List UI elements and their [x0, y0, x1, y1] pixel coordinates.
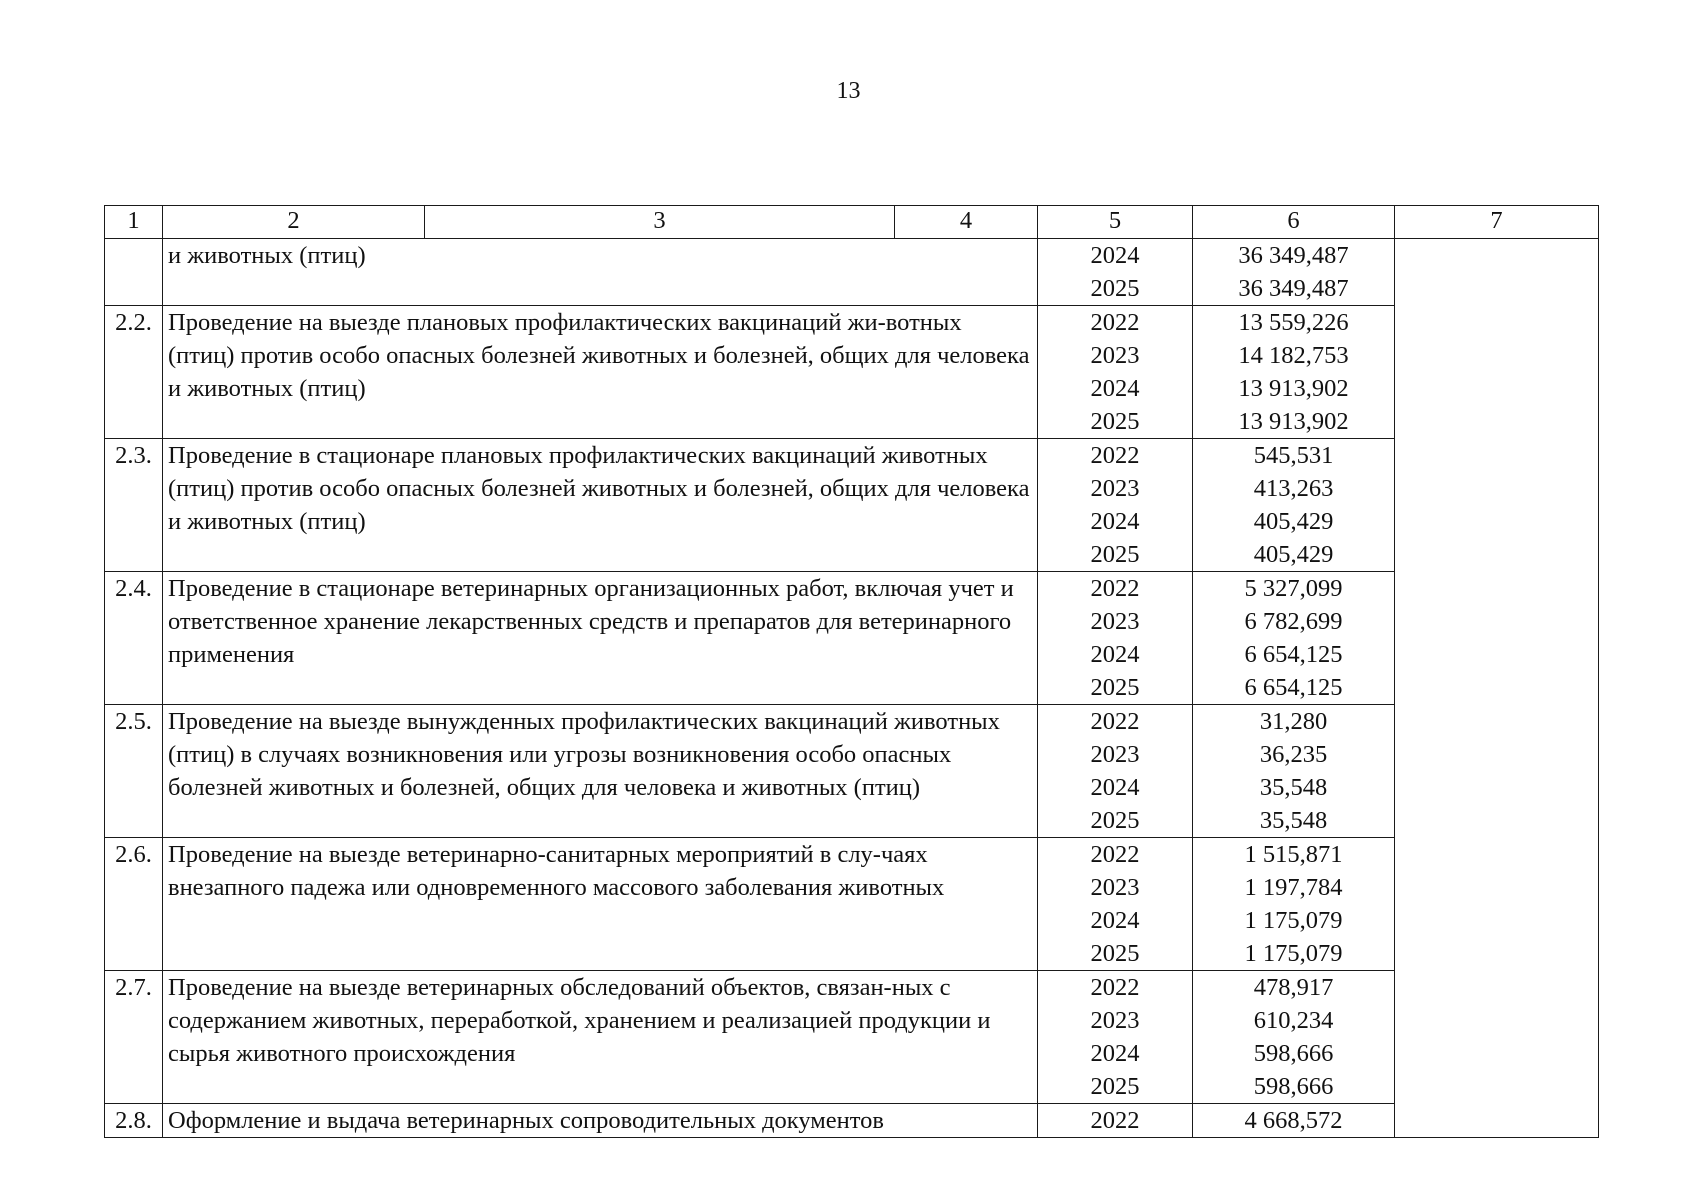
year-value: 2024 [1090, 242, 1140, 269]
row-description: Проведение в стационаре плановых профилактических вакцинаций животных (птиц) против особо опасных болезней животных и болезней, общих для человека и животных (птиц) [163, 439, 1038, 572]
header-cell: 3 [425, 206, 895, 239]
amount-value: 6 654,125 [1244, 641, 1343, 668]
row-description: Проведение на выезде плановых профилактических вакцинаций жи-вотных (птиц) против особо опасных болезней животных и болезней, общих для человека и животных (птиц) [163, 306, 1038, 439]
header-cell: 4 [895, 206, 1038, 239]
row-number: 2.2. [105, 306, 163, 439]
table-row [105, 1104, 1599, 1138]
year-value: 2024 [1090, 907, 1140, 934]
year-value: 2025 [1090, 275, 1140, 302]
amount-value: 5 327,099 [1244, 575, 1343, 602]
row-number: 2.8. [105, 1104, 163, 1138]
row-description: Проведение на выезде ветеринарных обследований объектов, связан-ных с содержанием животных, переработкой, хранением и реализацией продукции и сырья животного происхождения [163, 971, 1038, 1104]
year-value: 2022 [1090, 974, 1140, 1001]
table-row [105, 572, 1599, 705]
row-years [1038, 306, 1193, 439]
year-value: 2025 [1090, 408, 1140, 435]
header-cell: 2 [163, 206, 425, 239]
amount-value: 36,235 [1259, 741, 1328, 768]
table-row [105, 306, 1599, 439]
amount-value: 36 349,487 [1238, 242, 1349, 269]
row-years [1038, 1104, 1193, 1138]
page-number: 13 [836, 78, 861, 104]
row-description: Проведение на выезде вынужденных профилактических вакцинаций животных (птиц) в случаях возникновения или угрозы возникновения особо опасных болезней животных и болезней, общих для человека и животных (птиц) [163, 705, 1038, 838]
row-description: и животных (птиц) [163, 239, 1038, 306]
year-value: 2023 [1090, 475, 1140, 502]
row-amounts [1193, 239, 1395, 306]
year-value: 2023 [1090, 874, 1140, 901]
year-value: 2023 [1090, 1007, 1140, 1034]
year-value: 2025 [1090, 807, 1140, 834]
row-description: Проведение на выезде ветеринарно-санитарных мероприятий в слу-чаях внезапного падежа или одновременного массового заболевания животных [163, 838, 1038, 971]
row-number: 2.3. [105, 439, 163, 572]
row-amounts [1193, 572, 1395, 705]
year-value: 2022 [1090, 841, 1140, 868]
year-value: 2022 [1090, 1107, 1140, 1134]
amount-value: 35,548 [1259, 807, 1328, 834]
header-cell: 5 [1038, 206, 1193, 239]
row-number: 2.5. [105, 705, 163, 838]
header-cell: 7 [1395, 206, 1599, 239]
header-cell: 1 [105, 206, 163, 239]
row-description: Проведение в стационаре ветеринарных организационных работ, включая учет и ответственное хранение лекарственных средств и препаратов для ветеринарного применения [163, 572, 1038, 705]
document-table [104, 205, 1599, 1138]
row-amounts [1193, 971, 1395, 1104]
row-years [1038, 838, 1193, 971]
amount-value: 13 913,902 [1238, 408, 1349, 435]
row-description: Оформление и выдача ветеринарных сопроводительных документов [163, 1104, 1038, 1138]
row-years [1038, 439, 1193, 572]
row-amounts [1193, 306, 1395, 439]
amount-value: 4 668,572 [1244, 1107, 1343, 1134]
amount-value: 413,263 [1253, 475, 1334, 502]
row-number [105, 239, 163, 306]
amount-value: 1 515,871 [1244, 841, 1343, 868]
amount-value: 405,429 [1253, 541, 1334, 568]
year-value: 2022 [1090, 309, 1140, 336]
column-7-cell [1395, 239, 1599, 1138]
amount-value: 598,666 [1253, 1040, 1334, 1067]
row-amounts [1193, 838, 1395, 971]
year-value: 2023 [1090, 342, 1140, 369]
year-value: 2022 [1090, 575, 1140, 602]
year-value: 2024 [1090, 774, 1140, 801]
amount-value: 36 349,487 [1238, 275, 1349, 302]
amount-value: 6 654,125 [1244, 674, 1343, 701]
amount-value: 6 782,699 [1244, 608, 1343, 635]
table-row [105, 838, 1599, 971]
row-years [1038, 572, 1193, 705]
amount-value: 13 559,226 [1238, 309, 1349, 336]
year-value: 2022 [1090, 442, 1140, 469]
amount-value: 14 182,753 [1238, 342, 1349, 369]
amount-value: 1 197,784 [1244, 874, 1343, 901]
row-years [1038, 239, 1193, 306]
row-amounts [1193, 439, 1395, 572]
header-cell: 6 [1193, 206, 1395, 239]
amount-value: 598,666 [1253, 1073, 1334, 1100]
table-header-row [105, 206, 1599, 239]
year-value: 2025 [1090, 541, 1140, 568]
year-value: 2024 [1090, 375, 1140, 402]
amount-value: 1 175,079 [1244, 940, 1343, 967]
row-years [1038, 705, 1193, 838]
year-value: 2025 [1090, 940, 1140, 967]
amount-value: 35,548 [1259, 774, 1328, 801]
year-value: 2025 [1090, 674, 1140, 701]
amount-value: 545,531 [1253, 442, 1334, 469]
year-value: 2025 [1090, 1073, 1140, 1100]
year-value: 2024 [1090, 1040, 1140, 1067]
table-row [105, 705, 1599, 838]
row-number: 2.7. [105, 971, 163, 1104]
amount-value: 31,280 [1259, 708, 1328, 735]
amount-value: 13 913,902 [1238, 375, 1349, 402]
amount-value: 478,917 [1253, 974, 1334, 1001]
row-number: 2.6. [105, 838, 163, 971]
year-value: 2024 [1090, 508, 1140, 535]
row-years [1038, 971, 1193, 1104]
table-row [105, 239, 1599, 306]
row-amounts [1193, 705, 1395, 838]
year-value: 2022 [1090, 708, 1140, 735]
table-row [105, 439, 1599, 572]
year-value: 2023 [1090, 608, 1140, 635]
amount-value: 405,429 [1253, 508, 1334, 535]
amount-value: 1 175,079 [1244, 907, 1343, 934]
year-value: 2023 [1090, 741, 1140, 768]
amount-value: 610,234 [1253, 1007, 1334, 1034]
row-amounts [1193, 1104, 1395, 1138]
row-number: 2.4. [105, 572, 163, 705]
year-value: 2024 [1090, 641, 1140, 668]
table-row [105, 971, 1599, 1104]
